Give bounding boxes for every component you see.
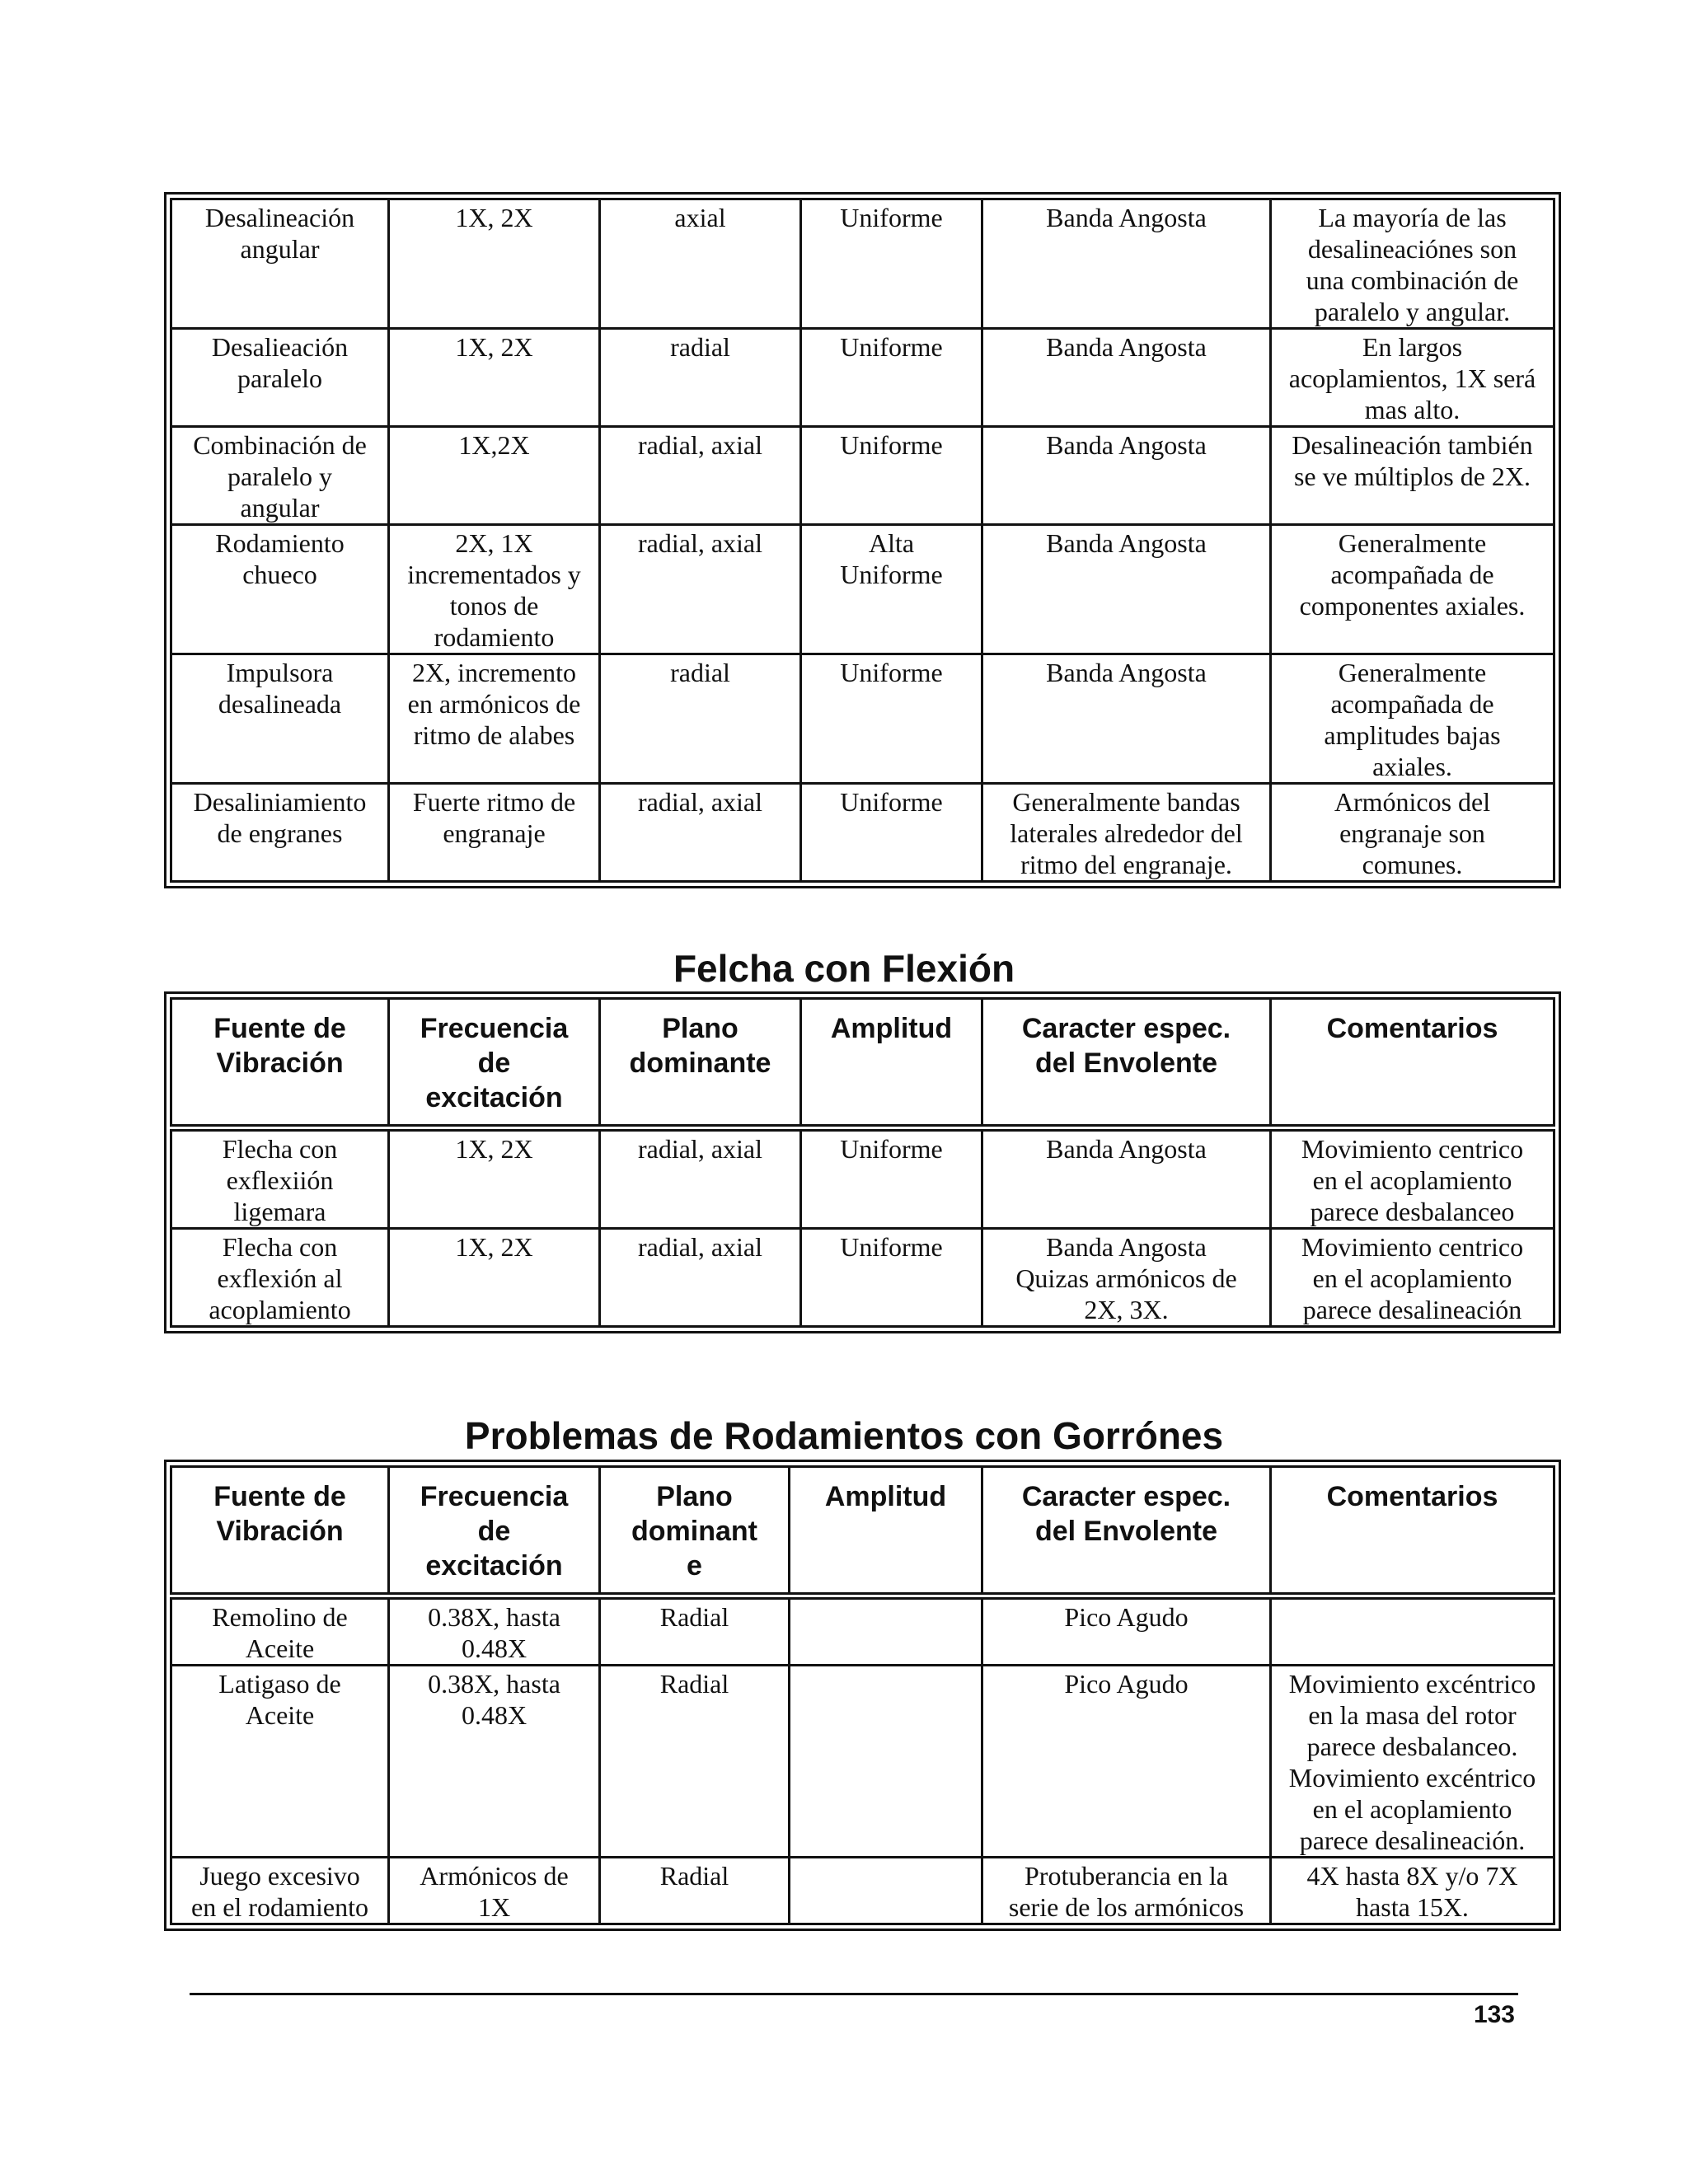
cell-envelope: Pico Agudo: [982, 1596, 1271, 1666]
cell-plane: radial, axial: [600, 1128, 801, 1229]
table-row: [171, 199, 1554, 329]
column-header-frequency: Frecuencia de excitación: [389, 999, 600, 1128]
cell-frequency: Fuerte ritmo de engranaje: [389, 784, 600, 882]
cell-plane: Radial: [600, 1858, 790, 1924]
column-header-envelope: Caracter espec. del Envolente: [982, 1467, 1271, 1596]
table-header: [171, 999, 1554, 1128]
column-header-envelope: Caracter espec. del Envolente: [982, 999, 1271, 1128]
journal-bearing-table: [170, 1465, 1555, 1925]
cell-amplitude: [790, 1596, 982, 1666]
cell-amplitude: Uniforme: [801, 1128, 982, 1229]
cell-envelope: Banda Angosta: [982, 427, 1271, 525]
column-header-plane: Plano dominante: [600, 999, 801, 1128]
cell-frequency: 0.38X, hasta 0.48X: [389, 1666, 600, 1858]
cell-comments: Movimiento centrico en el acoplamiento parece desbalanceo: [1271, 1128, 1554, 1229]
section-title-shaft-bending: Felcha con Flexión: [673, 947, 1015, 990]
cell-amplitude: Uniforme: [801, 427, 982, 525]
table-row: [171, 427, 1554, 525]
table-row: [171, 329, 1554, 427]
table-body: [171, 1596, 1554, 1924]
cell-comments: Generalmente acompañada de amplitudes bajas axiales.: [1271, 654, 1554, 784]
column-header-amplitude: Amplitud: [790, 1467, 982, 1596]
table-row: [171, 525, 1554, 654]
column-header-source: Fuente de Vibración: [171, 999, 389, 1128]
shaft-bending-table: [170, 997, 1555, 1328]
cell-source: Juego excesivo en el rodamiento: [171, 1858, 389, 1924]
cell-frequency: 1X, 2X: [389, 1128, 600, 1229]
column-header-plane: Plano dominant e: [600, 1467, 790, 1596]
page-number: 133: [1473, 2001, 1515, 2028]
table-header-row: [171, 999, 1554, 1128]
cell-source: Latigaso de Aceite: [171, 1666, 389, 1858]
cell-comments: Armónicos del engranaje son comunes.: [1271, 784, 1554, 882]
cell-envelope: Banda Angosta Quizas armónicos de 2X, 3X.: [982, 1229, 1271, 1327]
cell-comments: Generalmente acompañada de componentes axiales.: [1271, 525, 1554, 654]
cell-plane: Radial: [600, 1596, 790, 1666]
cell-amplitude: Alta Uniforme: [801, 525, 982, 654]
cell-envelope: Generalmente bandas laterales alrededor del ritmo del engranaje.: [982, 784, 1271, 882]
cell-source: Desalineación angular: [171, 199, 389, 329]
column-header-frequency: Frecuencia de excitación: [389, 1467, 600, 1596]
cell-source: Rodamiento chueco: [171, 525, 389, 654]
cell-comments: Movimiento centrico en el acoplamiento parece desalineación: [1271, 1229, 1554, 1327]
cell-frequency: 2X, 1X incrementados y tonos de rodamiento: [389, 525, 600, 654]
cell-frequency: 1X, 2X: [389, 329, 600, 427]
cell-envelope: Protuberancia en la serie de los armónicos: [982, 1858, 1271, 1924]
table-header-row: [171, 1467, 1554, 1596]
cell-plane: Radial: [600, 1666, 790, 1858]
section-title-journal-bearings: Problemas de Rodamientos con Gorrónes: [464, 1414, 1224, 1457]
cell-frequency: 2X, incremento en armónicos de ritmo de alabes: [389, 654, 600, 784]
table-body: [171, 199, 1554, 882]
cell-envelope: Banda Angosta: [982, 654, 1271, 784]
column-header-comments: Comentarios: [1271, 1467, 1554, 1596]
column-header-amplitude: Amplitud: [801, 999, 982, 1128]
cell-source: Remolino de Aceite: [171, 1596, 389, 1666]
cell-frequency: 1X,2X: [389, 427, 600, 525]
cell-plane: radial, axial: [600, 427, 801, 525]
cell-envelope: Banda Angosta: [982, 1128, 1271, 1229]
cell-plane: axial: [600, 199, 801, 329]
cell-comments: [1271, 1596, 1554, 1666]
cell-comments: En largos acoplamientos, 1X será mas alto.: [1271, 329, 1554, 427]
cell-frequency: 0.38X, hasta 0.48X: [389, 1596, 600, 1666]
cell-envelope: Pico Agudo: [982, 1666, 1271, 1858]
footer-divider: [190, 1993, 1518, 1995]
cell-envelope: Banda Angosta: [982, 525, 1271, 654]
cell-plane: radial, axial: [600, 784, 801, 882]
cell-frequency: Armónicos de 1X: [389, 1858, 600, 1924]
cell-plane: radial: [600, 654, 801, 784]
cell-amplitude: Uniforme: [801, 329, 982, 427]
table-row: [171, 1229, 1554, 1327]
column-header-comments: Comentarios: [1271, 999, 1554, 1128]
cell-source: Combinación de paralelo y angular: [171, 427, 389, 525]
table-row: [171, 1128, 1554, 1229]
cell-plane: radial: [600, 329, 801, 427]
table-row: [171, 1666, 1554, 1858]
cell-comments: Movimiento excéntrico en la masa del rotor parece desbalanceo. Movimiento excéntrico en el acoplamiento parece desalineación.: [1271, 1666, 1554, 1858]
table-row: [171, 784, 1554, 882]
cell-amplitude: Uniforme: [801, 654, 982, 784]
misalignment-table: [170, 198, 1555, 883]
cell-frequency: 1X, 2X: [389, 1229, 600, 1327]
table-row: [171, 654, 1554, 784]
cell-source: Desaliniamiento de engranes: [171, 784, 389, 882]
cell-frequency: 1X, 2X: [389, 199, 600, 329]
column-header-source: Fuente de Vibración: [171, 1467, 389, 1596]
cell-amplitude: [790, 1858, 982, 1924]
cell-comments: Desalineación también se ve múltiplos de 2X.: [1271, 427, 1554, 525]
cell-source: Desalieación paralelo: [171, 329, 389, 427]
cell-source: Flecha con exflexiión ligemara: [171, 1128, 389, 1229]
cell-plane: radial, axial: [600, 1229, 801, 1327]
cell-amplitude: Uniforme: [801, 199, 982, 329]
cell-source: Flecha con exflexión al acoplamiento: [171, 1229, 389, 1327]
cell-amplitude: Uniforme: [801, 1229, 982, 1327]
cell-envelope: Banda Angosta: [982, 199, 1271, 329]
table-row: [171, 1596, 1554, 1666]
cell-plane: radial, axial: [600, 525, 801, 654]
cell-comments: La mayoría de las desalineaciónes son una combinación de paralelo y angular.: [1271, 199, 1554, 329]
cell-envelope: Banda Angosta: [982, 329, 1271, 427]
table-header: [171, 1467, 1554, 1596]
cell-amplitude: [790, 1666, 982, 1858]
table-body: [171, 1128, 1554, 1327]
cell-amplitude: Uniforme: [801, 784, 982, 882]
cell-comments: 4X hasta 8X y/o 7X hasta 15X.: [1271, 1858, 1554, 1924]
table-row: [171, 1858, 1554, 1924]
cell-source: Impulsora desalineada: [171, 654, 389, 784]
